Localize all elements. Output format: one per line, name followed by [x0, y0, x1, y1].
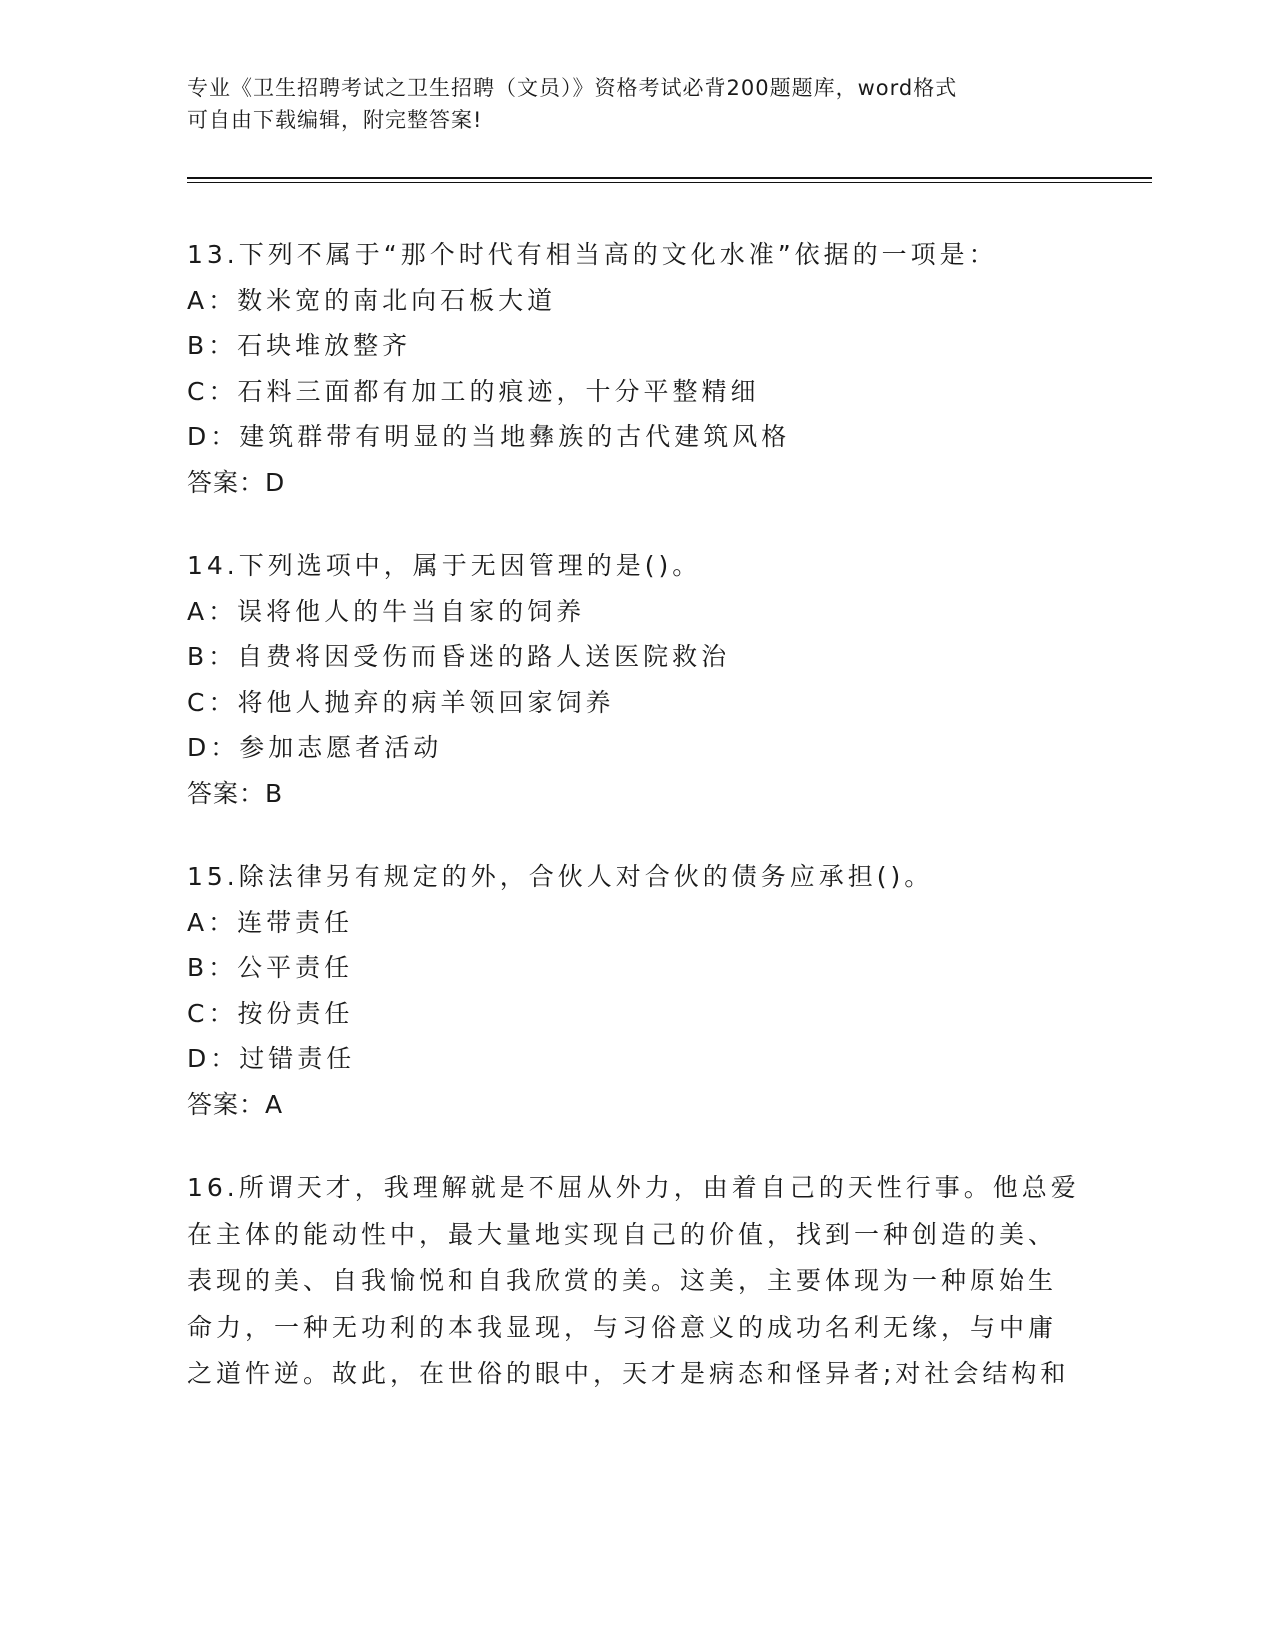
option-d: D：建筑群带有明显的当地彝族的古代建筑风格 [187, 422, 791, 451]
question-stem: 13.下列不属于“那个时代有相当高的文化水准”依据的一项是： [187, 240, 998, 269]
option-a: A：数米宽的南北向石板大道 [187, 285, 557, 315]
question-list [187, 232, 1087, 1436]
option-b: B：自费将因受伤而昏迷的路人送医院救治 [187, 642, 731, 671]
question-14 [187, 543, 1087, 816]
question-16-passage [187, 1165, 1087, 1398]
question-stem: 15.除法律另有规定的外，合伙人对合伙的债务应承担()。 [187, 862, 934, 891]
header-divider-thin [187, 182, 1152, 183]
answer-line: 答案：B [187, 778, 284, 808]
option-b: B：石块堆放整齐 [187, 331, 412, 360]
option-d: D：过错责任 [187, 1044, 356, 1073]
document-header [187, 72, 1087, 136]
passage-line: 16.所谓天才，我理解就是不屈从外力，由着自己的天性行事。他总爱 [187, 1173, 1080, 1202]
header-divider-thick [187, 177, 1152, 179]
header-title-line-2: 可自由下载编辑，附完整答案! [187, 108, 483, 132]
option-c: C：按份责任 [187, 998, 354, 1028]
option-b: B：公平责任 [187, 953, 354, 982]
option-c: C：石料三面都有加工的痕迹，十分平整精细 [187, 376, 760, 406]
question-13 [187, 232, 1087, 505]
passage-line: 之道忤逆。故此，在世俗的眼中，天才是病态和怪异者;对社会结构和 [187, 1359, 1070, 1388]
option-c: C：将他人抛弃的病羊领回家饲养 [187, 687, 615, 717]
answer-line: 答案：D [187, 467, 286, 497]
question-15 [187, 854, 1087, 1127]
passage-line: 命力，一种无功利的本我显现，与习俗意义的成功名利无缘，与中庸 [187, 1312, 1058, 1342]
option-a: A：连带责任 [187, 907, 354, 937]
passage-line: 在主体的能动性中，最大量地实现自己的价值，找到一种创造的美、 [187, 1219, 1058, 1249]
header-title-line-1: 专业《卫生招聘考试之卫生招聘（文员）》资格考试必背200题题库，word格式 [187, 76, 958, 100]
question-stem: 14.下列选项中，属于无因管理的是()。 [187, 551, 702, 580]
option-a: A：误将他人的牛当自家的饲养 [187, 596, 586, 626]
passage-line: 表现的美、自我愉悦和自我欣赏的美。这美，主要体现为一种原始生 [187, 1266, 1058, 1295]
option-d: D：参加志愿者活动 [187, 733, 443, 762]
answer-line: 答案：A [187, 1089, 284, 1119]
